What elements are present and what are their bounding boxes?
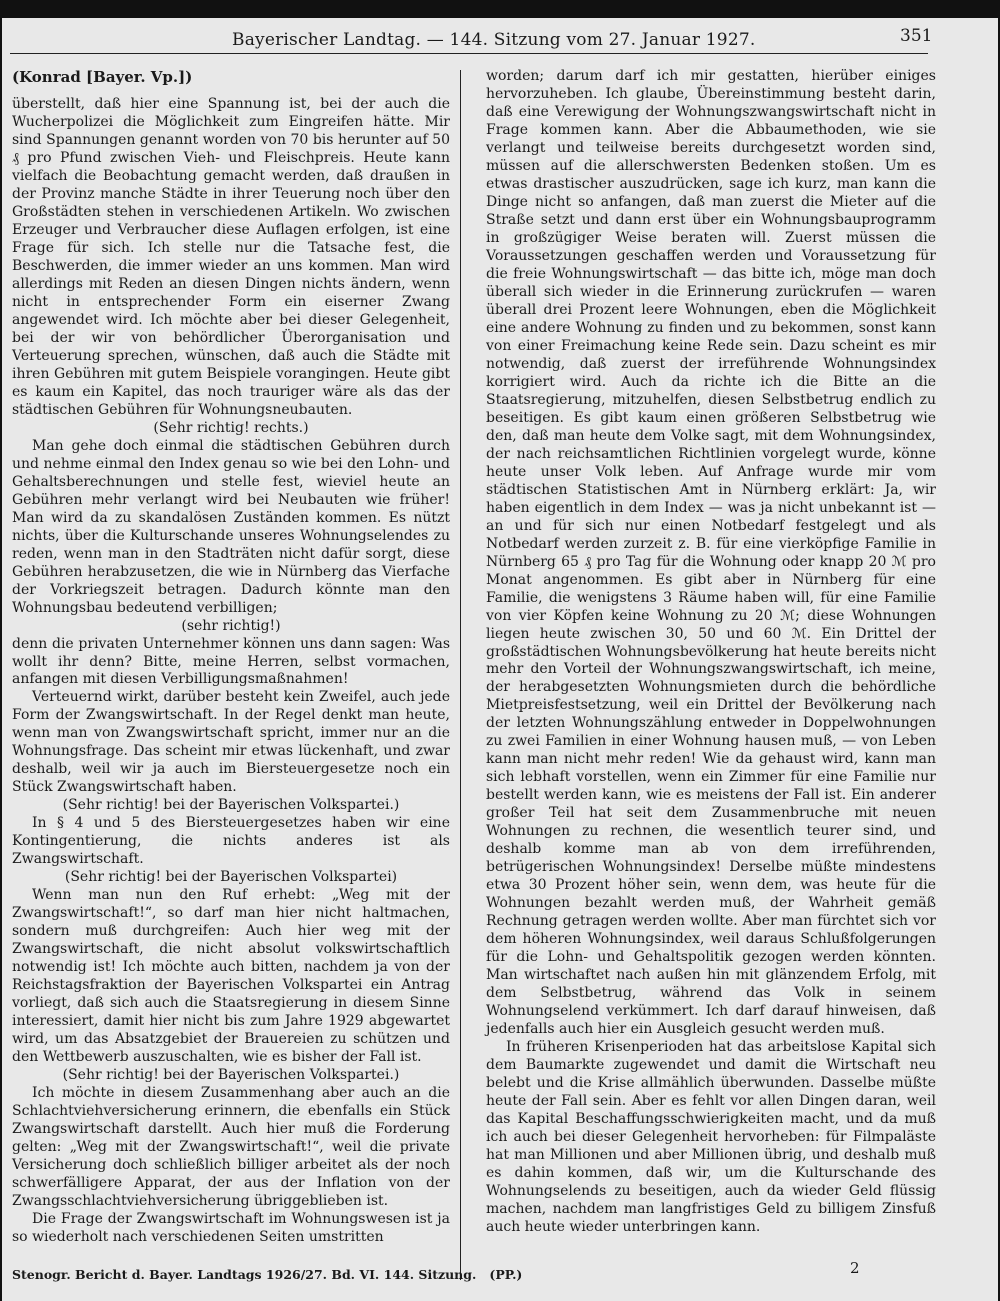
interjection: (Sehr richtig! bei der Bayerischen Volkspartei.): [62, 1067, 400, 1084]
paragraph: Wenn man nun den Ruf erhebt: „Weg mit der Zwangswirtschaft!“, so darf man hier nicht haltmachen, sondern muß durchgreifen: Auch hier weg mit der Zwangswirtschaft, die nicht absolut volkswirtschaftlich notwendig ist! Ich möchte auch bitten, nachdem ja von der Reichstagsfraktion der Bayerischen Volkspartei ein Antrag vorliegt, daß sich auch die Staatsregierung in diesem Sinne interessiert, damit hier nicht bis zum Jahre 1929 abgewartet wird, um das Absatzgebiet der Brauereien zu schützen und den Wettbewerb auszuschalten, wie es bisher der Fall ist.: [12, 887, 450, 1066]
header-rule: [10, 53, 928, 54]
page-header: [2, 26, 998, 56]
interjection: (sehr richtig!): [181, 617, 281, 634]
paragraph: überstellt, daß hier eine Spannung ist, bei der auch die Wucherpolizei die Möglichkeit zum Eingreifen hätte. Mir sind Spannungen genannt worden von 70 bis herunter auf 50 ₰ pro Pfund zwischen Vieh- und Fleischpreis. Heute kann vielfach die Beobachtung gemacht werden, daß draußen in der Provinz manche Städte in ihrer Teuerung noch über den Großstädten stehen in verschiedenen Artikeln. Wo zwischen Erzeuger und Verbraucher diese Auflagen erfolgen, ist eine Frage für sich. Ich stelle nur die Tatsache fest, die Beschwerden, die immer wieder an uns kommen. Man wird allerdings mit Reden an diesen Dingen nichts ändern, wenn nicht in entsprechender Form ein eiserner Zwang angewendet wird. Ich möchte aber bei dieser Gelegenheit, bei der wir von behördlicher Überorganisation und Verteuerung sprechen, wünschen, daß auch die Städte mit ihren Gebühren mit gutem Beispiele vorangingen. Heute gibt es kaum ein Kapitel, das noch trauriger wäre als das der städtischen Gebühren für Wohnungsneubauten.: [12, 95, 450, 418]
paragraph: denn die privaten Unternehmer können uns dann sagen: Was wollt ihr denn? Bitte, meine Herren, selbst vormachen, anfangen mit diesen Verbilligungsmaßnahmen!: [12, 635, 450, 688]
interjection: (Sehr richtig! rechts.): [153, 419, 309, 436]
paragraph: Man gehe doch einmal die städtischen Gebühren durch und nehme einmal den Index genau so wie bei den Lohn- und Gehaltsberechnungen und stelle fest, wieviel heute an Gebühren mehr verlangt wird bei Neubauten wie früher! Man wird da zu skandalösen Zuständen kommen. Es nützt nichts, über die Kulturschande unseres Wohnungselendes zu reden, wenn man in den Stadträten nicht dafür sorgt, diese Gebühren herabzusetzen, die wie in Nürnberg das Vierfache der Vorkriegszeit betragen. Dadurch könnte man den Wohnungsbau bedeutend verbilligen;: [12, 437, 450, 616]
paragraph: worden; darum darf ich mir gestatten, hierüber einiges hervorzuheben. Ich glaube, Übereinstimmung besteht darin, daß eine Verewigung der Wohnungszwangswirtschaft nicht in Frage kommen kann. Aber die Abbaumethoden, wie sie verlangt und teilweise bereits durchgesetzt worden sind, müssen auf die allerschwersten Bedenken stoßen. Um es etwas drastischer auszudrücken, sage ich kurz, man kann die Dinge nicht so anfangen, daß man zuerst die Mieter auf die Straße setzt und dann erst über ein Wohnungsbauprogramm in großzügiger Weise beraten will. Zuerst müssen die Voraussetzungen geschaffen werden und Voraussetzung für die freie Wohnungswirtschaft — das bitte ich, möge man doch überall sich wieder in die Erinnerung zurückrufen — waren überall drei Prozent leere Wohnungen, eben die Möglichkeit eine andere Wohnung zu finden und zu bekommen, sonst kann von einer Freimachung keine Rede sein. Dazu scheint es mir notwendig, daß zuerst der irreführende Wohnungsindex korrigiert wird. Auch da richte ich die Bitte an die Staatsregierung, mitzuhelfen, diesen Selbstbetrug endlich zu beseitigen. Es gibt kaum einen größeren Selbstbetrug wie den, daß man heute dem Volke sagt, mit dem Wohnungsindex, der nach reichsamtlichen Richtlinien vorgelegt wurde, könne heute unser Volk leben. Auf Anfrage wurde mir vom städtischen Statistischen Amt in Nürnberg erklärt: Ja, wir haben eigentlich in dem Index — was ja nicht unbekannt ist — an und für sich nur einen Notbedarf festgelegt und als Notbedarf werden zurzeit z. B. für eine vierköpfige Familie in Nürnberg 65 ₰ pro Tag für die Wohnung oder knapp 20 ℳ pro Monat angenommen. Es gibt aber in Nürnberg für eine Familie, die wenigstens 3 Räume haben will, für eine Familie von vier Köpfen keine Wohnung zu 20 ℳ; diese Wohnungen liegen heute zwischen 30, 50 und 60 ℳ. Ein Drittel der großstädtischen Wohnungsbevölkerung hat heute bereits nicht mehr den Vorteil der Wohnungszwangswirtschaft, ich meine, der herabgesetzten Wohnungsmieten durch die behördliche Mietpreisfestsetzung, weil ein Drittel der Bevölkerung nach der letzten Wohnungszählung entweder in Doppelwohnungen zu zwei Familien in einer Wohnung hausen muß, — von Leben kann man nicht mehr reden! Wie da gehaust wird, kann man sich lebhaft vorstellen, wenn ein Zimmer für eine Familie nur bestellt werden kann, wie es meistens der Fall ist. Ein anderer großer Teil hat seit dem Zusammenbruche mit neuen Wohnungen zu rechnen, die wesentlich teurer sind, und deshalb komme man ab von dem irreführenden, betrügerischen Wohnungsindex! Derselbe müßte mindestens etwa 30 Prozent höher sein, wenn dem, was heute für die Wohnungen bezahlt werden muß, der Wahrheit gemäß Rechnung getragen werden wollte. Aber man fürchtet sich vor dem höheren Wohnungsindex, weil daraus Schlußfolgerungen für die Lohn- und Gehaltspolitik gezogen werden könnten. Man wirtschaftet nach außen hin mit glänzendem Erfolg, mit dem Selbstbetrug, während das Volk in seinem Wohnungselend verkümmert. Ich darf darauf hinweisen, daß jedenfalls auch hier ein Ausgleich gesucht werden muß.: [486, 68, 936, 1038]
speaker-label: (Konrad [Bayer. Vp.]): [12, 68, 193, 86]
interjection: (Sehr richtig! bei der Bayerischen Volkspartei): [64, 869, 398, 886]
paragraph: In § 4 und 5 des Biersteuergesetzes haben wir eine Kontingentierung, die nichts anderes ist als Zwangswirtschaft.: [12, 815, 450, 868]
source-citation: Stenogr. Bericht d. Bayer. Landtags 1926/27. Bd. VI. 144. Sitzung.: [12, 1267, 477, 1282]
paragraph: Verteuernd wirkt, darüber besteht kein Zweifel, auch jede Form der Zwangswirtschaft. In der Regel denkt man heute, wenn man von Zwangswirtschaft spricht, immer nur an die Wohnungsfrage. Das scheint mir etwas lückenhaft, und zwar deshalb, weil wir ja auch im Biersteuergesetze noch ein Stück Zwangswirtschaft haben.: [12, 689, 450, 796]
column-divider: [460, 70, 461, 1280]
paragraph: Die Frage der Zwangswirtschaft im Wohnungswesen ist ja so wiederholt nach verschiedenen Seiten umstritten: [12, 1211, 450, 1245]
document-page: [2, 18, 998, 1301]
left-column: [12, 68, 450, 1247]
running-title: Bayerischer Landtag. — 144. Sitzung vom 27. Januar 1927.: [232, 30, 756, 50]
page-number: 351: [900, 26, 933, 46]
page-footer: [2, 1259, 998, 1289]
right-column: [486, 68, 936, 1237]
paragraph: In früheren Krisenperioden hat das arbeitslose Kapital sich dem Baumarkte zugewendet und damit die Wirtschaft neu belebt und die Krise allmählich überwunden. Dasselbe müßte heute der Fall sein. Aber es fehlt vor allen Dingen daran, weil das Kapital Beschaffungsschwierigkeiten macht, und da muß ich auch bei dieser Gelegenheit hervorheben: für Filmpaläste hat man Millionen und aber Millionen übrig, und deshalb muß es dahin kommen, daß wir, um die Kulturschande des Wohnungselends zu beseitigen, auch da wieder Geld flüssig machen, nachdem man langfristiges Geld zu billigem Zinsfuß auch heute wieder unterbringen kann.: [486, 1039, 936, 1235]
interjection: (Sehr richtig! bei der Bayerischen Volkspartei.): [62, 797, 400, 814]
print-mark: (PP.): [489, 1267, 523, 1282]
sheet-number: 2: [850, 1259, 860, 1277]
source-line: [12, 1267, 522, 1282]
paragraph: Ich möchte in diesem Zusammenhang aber auch an die Schlachtviehversicherung erinnern, die ebenfalls ein Stück Zwangswirtschaft darstellt. Auch hier muß die Forderung gelten: „Weg mit der Zwangswirtschaft!“, weil die private Versicherung doch schließlich billiger arbeitet als der noch schwerfälligere Apparat, der aus der Inflation von der Zwangsschlachtviehversicherung übriggeblieben ist.: [12, 1085, 450, 1210]
